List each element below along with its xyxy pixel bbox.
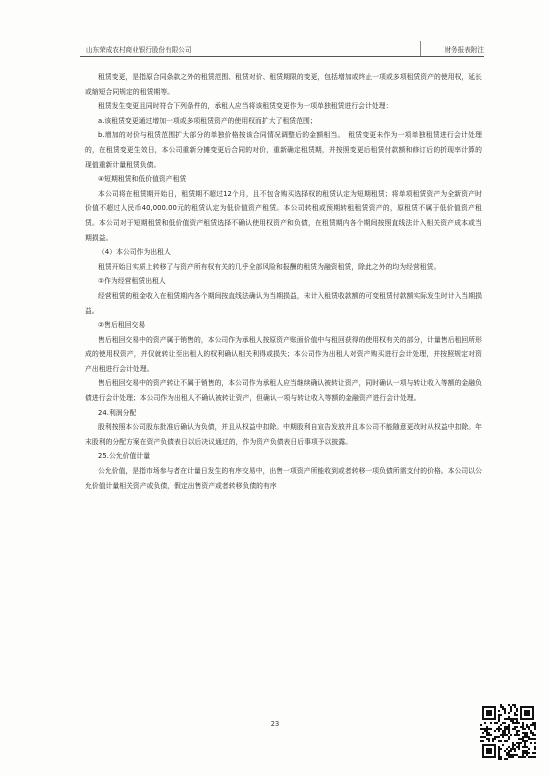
subheading: （4）本公司作为出租人 <box>98 248 171 257</box>
paragraph: 股利按照本公司股东批准后确认为负债，并且从权益中扣除。中期股利自宣告发放并且本公司不能随意更改时从权益中扣除。年末股利的分配方案在资产负债表日以后决议通过的，作为资产负债表日后事项予以披露。 <box>85 423 482 446</box>
section-heading: 24.利润分配 <box>98 408 137 417</box>
subheading: ②售后租回交易 <box>98 321 146 330</box>
paragraph: 租赁开始日实质上转移了与资产所有权有关的几乎全部风险和报酬的租赁为融资租赁，除此之外的均为经营租赁。 <box>98 262 441 271</box>
page-number: 23 <box>270 720 280 728</box>
paragraph: 经营租赁的租金收入在租赁期内各个期间按直线法确认为当期损益，未计入租赁收款额的可变租赁付款额实际发生时计入当期损益。 <box>85 291 482 315</box>
paragraph: 公允价值，是指市场参与者在计量日发生的有序交易中，出售一项资产所能收到或者转移一项负债所需支付的价格。本公司以公允价值计量相关资产或负债，假定出售资产或者转移负债的有序 <box>85 467 482 490</box>
header-company: 山东荣成农村商业银行股份有限公司 <box>86 46 192 54</box>
paragraph: 租赁变更，是指原合同条款之外的租赁范围、租赁对价、租赁期限的变更，包括增加或终止一项或多项租赁资产的使用权，延长或缩短合同规定的租赁期等。 <box>85 73 482 96</box>
paragraph: a.该租赁变更通过增加一项或多项租赁资产的使用权而扩大了租赁范围； <box>98 116 317 125</box>
header-rule <box>80 56 484 57</box>
header-section: 财务报表附注 <box>444 46 484 54</box>
document-body <box>85 70 482 493</box>
header-separator <box>420 41 421 56</box>
subheading: ④短期租赁和低价值资产租赁 <box>98 175 187 184</box>
paragraph: 售后租回交易中的资产转让不属于销售的，本公司作为承租人应当继续确认被转让资产，同时确认一项与转让收入等额的金融负债进行会计处理；本公司作为出租人不确认被转让资产，但确认一项与转让收入等额的金融资产进行会计处理。 <box>85 379 482 403</box>
paragraph: 售后租回交易中的资产属于销售的，本公司作为承租人按原资产账面价值中与租回获得的使用权有关的部分，计量售后租回所形成的使用权资产，并仅就转让至出租人的权利确认相关利得或损失；本公司作为出租人对资产购买进行会计处理，并按照规定对资产出租进行会计处理。 <box>85 335 482 373</box>
qr-code-icon <box>480 704 536 760</box>
section-heading: 25.公允价值计量 <box>98 452 151 461</box>
paragraph: b.增加的对价与租赁范围扩大部分的单独价格按该合同情况调整后的金额相当。 租赁变更未作为一项单独租赁进行会计处理的，在租赁变更生效日，本公司重新分摊变更后合同的对价，重新确定租赁期，并按照变更后租赁付款额和修订后的折现率计算的现值重新计量租赁负债。 <box>85 131 482 169</box>
paragraph: 本公司将在租赁期开始日，租赁期不超过12个月，且不包含购买选择权的租赁认定为短期租赁；将单项租赁资产为全新资产时价值不超过人民币40,000.00元的租赁认定为低价值资产租赁。本公司转租或预期转租租赁资产的，原租赁不属于低价值资产租赁。本公司对于短期租赁和低价值资产租赁选择不确认使用权资产和负债，在租赁期内各个期间按照直线法计入相关资产成本或当期损益。 <box>85 189 482 242</box>
paragraph: 租赁发生变更且同时符合下列条件的，承租人应当将该租赁变更作为一项单独租赁进行会计处理： <box>98 102 393 111</box>
subheading: ①作为经营租赁出租人 <box>98 277 166 286</box>
